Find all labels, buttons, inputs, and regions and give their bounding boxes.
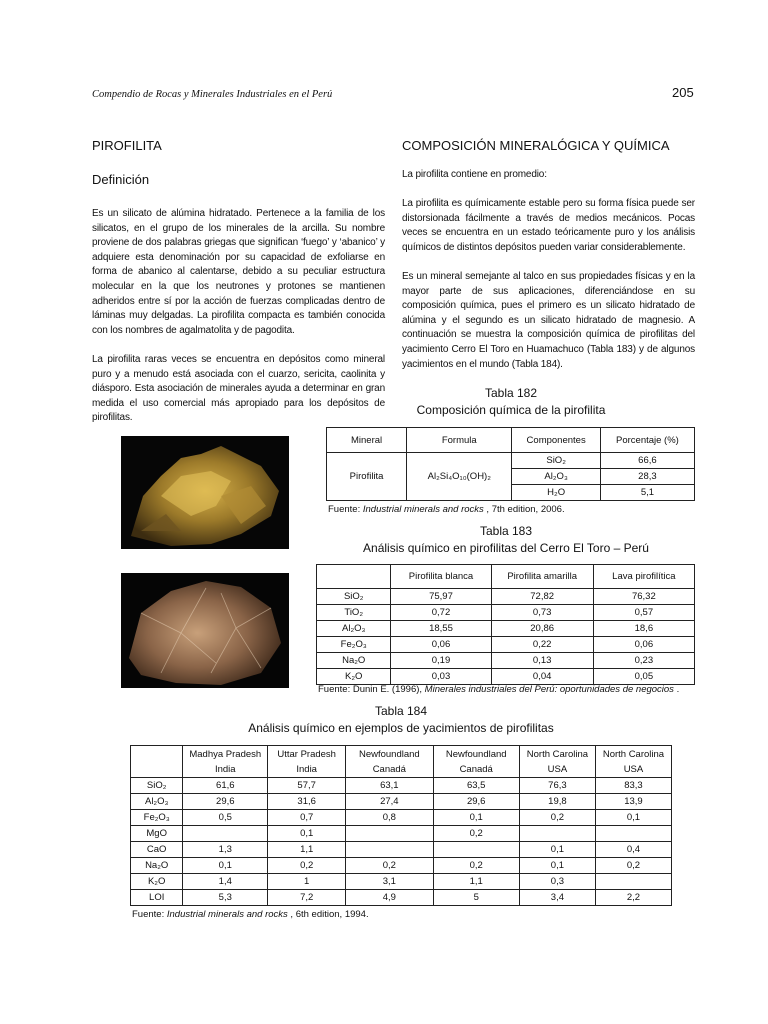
table-header: Componentes: [512, 428, 600, 453]
value-cell: 0,19: [391, 653, 491, 669]
header-region: Uttar Pradesh: [277, 748, 336, 760]
value-cell: 75,97: [391, 589, 491, 605]
value-cell: 3,1: [346, 874, 433, 890]
table-header: Porcentaje (%): [600, 428, 694, 453]
table-row: [131, 858, 672, 874]
table-182-source: [328, 504, 565, 515]
value-cell: 0,05: [593, 669, 694, 685]
value-cell: 0,73: [491, 605, 593, 621]
compound-cell: LOI: [131, 890, 183, 906]
compound-cell: SiO₂: [131, 778, 183, 794]
section-title-pirofilita: PIROFILITA: [92, 138, 162, 153]
table-row: [317, 653, 695, 669]
value-cell: 20,86: [491, 621, 593, 637]
value-cell: 1,4: [183, 874, 268, 890]
header-region: North Carolina: [602, 748, 665, 760]
source-italic: Industrial minerals and rocks: [166, 909, 288, 920]
table-header: Pirofilita blanca: [391, 565, 491, 589]
compound-cell: Fe₂O₃: [131, 810, 183, 826]
value-cell: 29,6: [433, 794, 519, 810]
value-cell: [595, 826, 671, 842]
value-cell: [183, 826, 268, 842]
value-cell: 1,1: [268, 842, 346, 858]
table-header: [346, 746, 433, 778]
compound-cell: Fe₂O₃: [317, 637, 391, 653]
value-cell: 29,6: [183, 794, 268, 810]
percentage-cell: 66,6: [600, 453, 694, 469]
source-italic: Industrial minerals and rocks: [362, 504, 484, 515]
table-row: [131, 890, 672, 906]
table-183-caption: [316, 523, 696, 557]
value-cell: 57,7: [268, 778, 346, 794]
source-suffix: .: [673, 684, 680, 695]
value-cell: 0,13: [491, 653, 593, 669]
header-region: North Carolina: [526, 748, 589, 760]
table-row: [131, 794, 672, 810]
table-182-number: Tabla 182: [484, 386, 538, 400]
value-cell: 0,2: [519, 810, 595, 826]
section-title-composicion: COMPOSICIÓN MINERALÓGICA Y QUÍMICA: [402, 138, 670, 153]
value-cell: 0,3: [519, 874, 595, 890]
value-cell: 5,3: [183, 890, 268, 906]
composition-paragraph-2: La pirofilita es químicamente estable pero su forma física puede ser distorsionada fácilmente a través de medios mecánicos. Pocas veces se encuentra en un estado teóricamente puro y los análisis químicos de distintos depósitos pueden variar considerablemente.: [402, 198, 695, 253]
formula-cell: Al₂Si₄O₁₀(OH)₂: [407, 453, 512, 501]
mineral-cell: Pirofilita: [327, 453, 407, 501]
value-cell: 0,22: [491, 637, 593, 653]
table-header: Pirofilita amarilla: [491, 565, 593, 589]
table-183-title: Análisis químico en pirofilitas del Cerro El Toro – Perú: [363, 541, 649, 555]
value-cell: 0,8: [346, 810, 433, 826]
table-row: [317, 589, 695, 605]
table-header: Formula: [407, 428, 512, 453]
table-row: [131, 810, 672, 826]
value-cell: [519, 826, 595, 842]
value-cell: 0,06: [593, 637, 694, 653]
table-183: [316, 564, 695, 685]
value-cell: 0,72: [391, 605, 491, 621]
header-country: USA: [547, 763, 568, 775]
header-country: India: [214, 763, 236, 775]
compound-cell: TiO₂: [317, 605, 391, 621]
value-cell: 0,2: [433, 858, 519, 874]
value-cell: 0,4: [595, 842, 671, 858]
value-cell: 0,2: [268, 858, 346, 874]
value-cell: 1,1: [433, 874, 519, 890]
table-row: [317, 669, 695, 685]
compound-cell: K₂O: [317, 669, 391, 685]
header-region: Newfoundland: [358, 748, 420, 760]
compound-cell: Al₂O₃: [131, 794, 183, 810]
compound-cell: K₂O: [131, 874, 183, 890]
mineral-specimen-photo-icon: [121, 436, 289, 549]
table-header: Mineral: [327, 428, 407, 453]
compound-cell: SiO₂: [317, 589, 391, 605]
table-header: [183, 746, 268, 778]
composition-paragraph-3: Es un mineral semejante al talco en sus propiedades físicas y en la mayor parte de sus aplicaciones, diferenciándose en su composición química, pues el primero es un silicato hidratado de alúmina y el segundo es un silicato hidratado de magnesio. A continuación se muestra la composición química de pirofilitas del yacimiento Cerro El Toro en Huamachuco (Tabla 183) y de algunos yacimientos en el mundo (Tabla 184).: [402, 271, 695, 370]
table-header: [317, 565, 391, 589]
subsection-title-definicion: Definición: [92, 172, 150, 187]
table-row: [317, 621, 695, 637]
value-cell: 0,1: [433, 810, 519, 826]
header-country: Canadá: [372, 763, 406, 775]
table-row: [131, 826, 672, 842]
table-184: [130, 745, 672, 906]
definition-paragraph-2: La pirofilita raras veces se encuentra en depósitos como mineral puro y a menudo está asociada con el cuarzo, sericita, caolinita y diásporo. Esta asociación de minerales ayuda a determinar en gran medida el uso comercial más apropiado para los depósitos de pirofilitas.: [92, 354, 385, 424]
value-cell: 0,1: [183, 858, 268, 874]
compound-cell: Na₂O: [317, 653, 391, 669]
value-cell: 13,9: [595, 794, 671, 810]
header-country: USA: [623, 763, 644, 775]
value-cell: 76,3: [519, 778, 595, 794]
value-cell: [595, 874, 671, 890]
value-cell: [346, 842, 433, 858]
value-cell: [346, 826, 433, 842]
value-cell: [433, 842, 519, 858]
compound-cell: Al₂O₃: [317, 621, 391, 637]
value-cell: 83,3: [595, 778, 671, 794]
value-cell: 0,1: [268, 826, 346, 842]
composition-paragraph-1: La pirofilita contiene en promedio:: [402, 169, 547, 180]
source-suffix: , 6th edition, 1994.: [287, 909, 369, 920]
value-cell: 76,32: [593, 589, 694, 605]
component-cell: Al₂O₃: [512, 469, 600, 485]
value-cell: 61,6: [183, 778, 268, 794]
value-cell: 0,03: [391, 669, 491, 685]
value-cell: 19,8: [519, 794, 595, 810]
value-cell: 4,9: [346, 890, 433, 906]
value-cell: 0,04: [491, 669, 593, 685]
value-cell: 63,5: [433, 778, 519, 794]
table-header: Lava pirofilítica: [593, 565, 694, 589]
table-184-caption: [130, 703, 672, 737]
table-header: [595, 746, 671, 778]
table-header-row: [131, 746, 672, 778]
source-suffix: , 7th edition, 2006.: [483, 504, 565, 515]
pyrophyllite-photo-2: [121, 573, 289, 688]
running-title: Compendio de Rocas y Minerales Industriales en el Perú: [92, 89, 333, 100]
value-cell: 0,1: [519, 842, 595, 858]
value-cell: 0,2: [433, 826, 519, 842]
value-cell: 0,2: [595, 858, 671, 874]
header-region: Madhya Pradesh: [189, 748, 262, 760]
value-cell: 0,2: [346, 858, 433, 874]
value-cell: 0,1: [595, 810, 671, 826]
value-cell: 3,4: [519, 890, 595, 906]
source-italic: Minerales industriales del Perú: oportunidades de negocios: [424, 684, 674, 695]
mineral-specimen-photo-icon: [121, 573, 289, 688]
value-cell: 31,6: [268, 794, 346, 810]
source-prefix: Fuente:: [132, 909, 167, 920]
value-cell: 1,3: [183, 842, 268, 858]
value-cell: 0,23: [593, 653, 694, 669]
source-prefix: Fuente:: [328, 504, 363, 515]
value-cell: 63,1: [346, 778, 433, 794]
value-cell: 18,6: [593, 621, 694, 637]
table-182-caption: [326, 385, 696, 419]
value-cell: 72,82: [491, 589, 593, 605]
header-region: Newfoundland: [445, 748, 507, 760]
percentage-cell: 5,1: [600, 485, 694, 501]
percentage-cell: 28,3: [600, 469, 694, 485]
table-182-title: Composición química de la pirofilita: [416, 403, 606, 417]
table-row: [131, 874, 672, 890]
value-cell: 0,7: [268, 810, 346, 826]
component-cell: H₂O: [512, 485, 600, 501]
pyrophyllite-photo-1: [121, 436, 289, 549]
component-cell: SiO₂: [512, 453, 600, 469]
table-row: [317, 637, 695, 653]
header-country: Canadá: [459, 763, 493, 775]
table-183-number: Tabla 183: [479, 524, 533, 538]
table-184-title: Análisis químico en ejemplos de yacimientos de pirofilitas: [248, 721, 554, 735]
table-182: [326, 427, 695, 501]
table-header: [433, 746, 519, 778]
value-cell: 0,5: [183, 810, 268, 826]
value-cell: 7,2: [268, 890, 346, 906]
compound-cell: CaO: [131, 842, 183, 858]
table-row: [317, 605, 695, 621]
table-header: [519, 746, 595, 778]
page-number: 205: [672, 85, 694, 100]
table-header: [131, 746, 183, 778]
table-row: [131, 778, 672, 794]
table-row: [131, 842, 672, 858]
value-cell: 5: [433, 890, 519, 906]
header-country: India: [296, 763, 317, 775]
value-cell: 18,55: [391, 621, 491, 637]
value-cell: 0,57: [593, 605, 694, 621]
value-cell: 2,2: [595, 890, 671, 906]
table-184-number: Tabla 184: [374, 704, 428, 718]
definition-paragraph-1: Es un silicato de alúmina hidratado. Pertenece a la familia de los silicatos, en el grupo de los minerales de la arcilla. Su nombre proviene de dos palabras griegas que significan ‘fuego’ y ‘abanico’ y adquiere esta denominación por su capacidad de exfoliarse en forma de abanico al calentarse, debido a su peculiar estructura molecular en la que los neutrones y protones se mantienen adheridos entre sí por la acción de fuerzas complicadas dentro de láminas muy delgadas. La pirofilita compacta es también conocida con los nombres de agalmatolita y de pagodita.: [92, 208, 385, 336]
value-cell: 1: [268, 874, 346, 890]
table-header: [268, 746, 346, 778]
table-183-source: [318, 684, 679, 695]
value-cell: 0,1: [519, 858, 595, 874]
value-cell: 0,06: [391, 637, 491, 653]
table-184-source: [132, 909, 369, 920]
value-cell: 27,4: [346, 794, 433, 810]
compound-cell: MgO: [131, 826, 183, 842]
compound-cell: Na₂O: [131, 858, 183, 874]
source-prefix: Fuente: Dunin E. (1996),: [318, 684, 425, 695]
